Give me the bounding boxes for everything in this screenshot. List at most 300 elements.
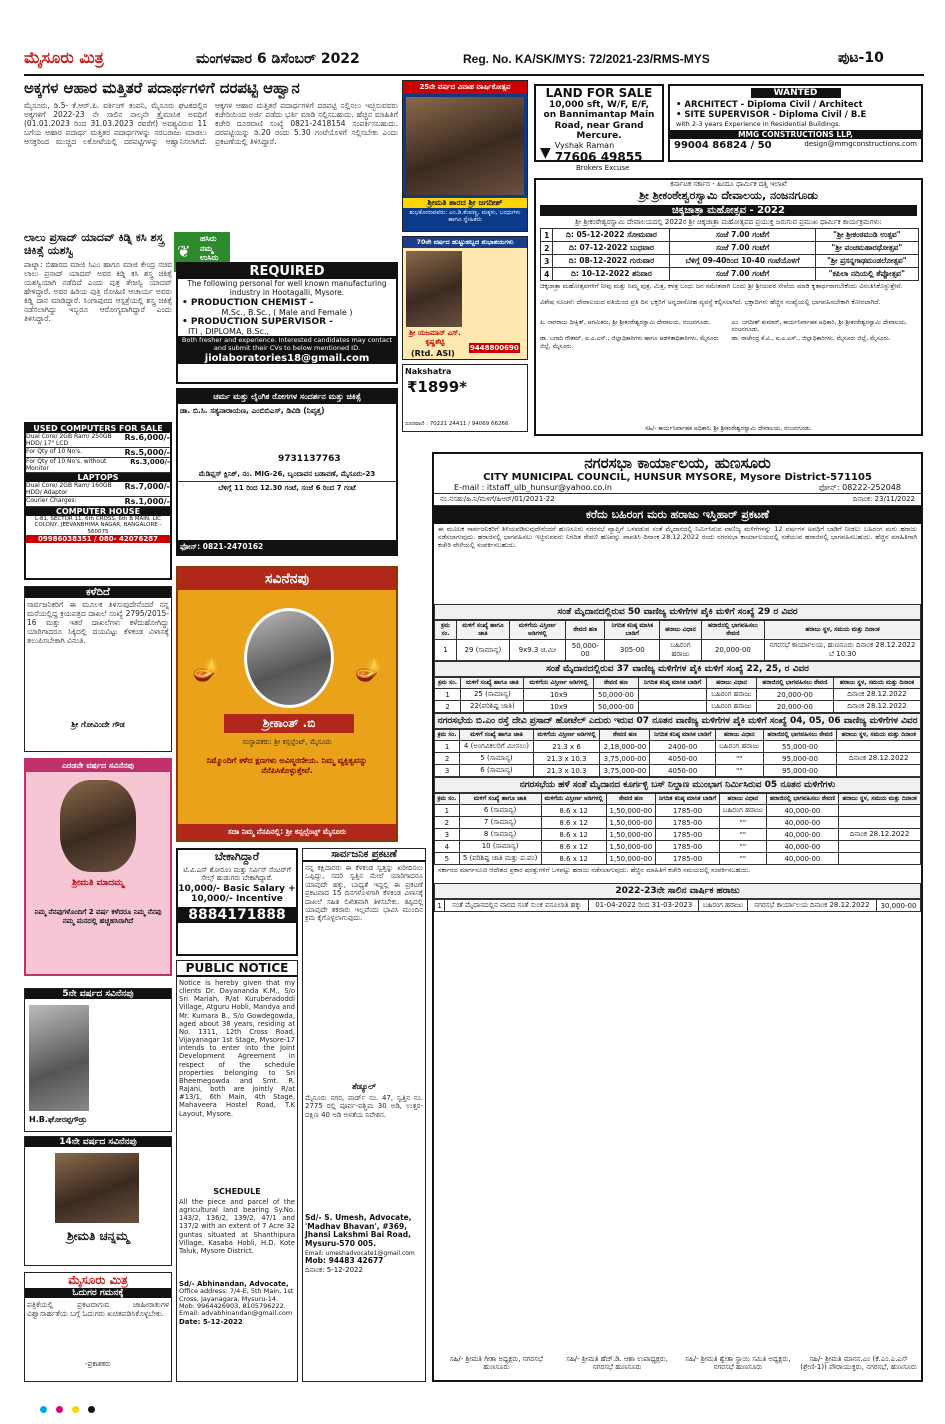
mitra-title: ಮೈಸೂರು ಮಿತ್ರ [68,1273,128,1287]
cmc-cell: 40,000-00 [766,853,838,865]
lost-body: ಸಾರ್ವಜನಿಕರಿಗೆ ಈ ಮೂಲಕ ತಿಳಿಸುವುದೇನೆಂದರೆ ನನ್ನ ಮನೆಯಲ್ಲಿದ್ದ ಕ್ರಯಪತ್ರದ ದಾಖಲೆ ಸಂಖ್ಯೆ 2795/2015-16 ಮತ್ತು ಇತರೆ ದಾಖಲೆಗಳು ಕಳೆದುಹೋಗಿದ್ದು ಯಾರಿಗಾದರೂ ಸಿಕ್ಕಿದಲ್ಲಿ ದಯವಿಟ್ಟು ಕೆಳಕಂಡ ವಿಳಾಸಕ್ಕೆ ತಲುಪಿಸಬೇಕಾಗಿ ವಿನಂತಿ. [27,600,169,645]
birthday-rank: (Rtd. ASI) [411,349,455,358]
cmc-cell: 1,50,000-00 [606,853,655,865]
wanted-line2: • SITE SUPERVISOR - Diploma Civil / B.E [676,110,867,120]
registration-marks [40,1406,920,1414]
cmc-cell: 1 [435,805,460,817]
cmc-section3-table [434,729,921,777]
used-title: USED COMPUTERS FOR SALE [26,424,170,433]
issue-date: ಮಂಗಳವಾರ 6 ಡಿಸೆಂಬರ್ 2022 [196,51,360,67]
cmc-sign1: ಸಹಿ/- ಶ್ರೀಮತಿ ಗೀತಾ ಅಧ್ಯಕ್ಷರು, ನಗರಸಭೆ ಹುಣಸೂರು [449,1354,543,1372]
temple-cell-date: ದಿ: 10-12-2022 ಶನಿವಾರ [553,268,670,281]
public-notice-body: Notice is hereby given that my clients Dr. Dayananda K.M., S/o Sri Mariah, R/at Kuruberadoddi Village, Atguru Hobli, Mandya and Mr. Kumara B., S/o Gowdegowda, aged about 38 years, residing at No. 1311, 12th Cross Road, Vijayanagar 1st Stage, Mysore-17 intends to enter into the Joint Development Agreement in respect of the schedule properties belonging to Sri Bheemegowda and Smt. R. Rajani, both are jointly R/at #13/1, 6th Main, 4th Stage, Mahaveera Hostel Road, T.K Layout, Mysore. [179,979,295,1118]
cmc-header-cell: ಹರಾಜು ವಿಧಾನ [715,730,763,741]
cmc-sign4: ಸಹಿ/- ಶ್ರೀಮತಿ ಮಾನಸ.ಎಂ (ಕೆ.ಎಂ.ಎ.ಎಸ್ (ಶ್ರೇಣಿ-1)) ಪೌರಾಯುಕ್ತರು, ನಗರಸಭೆ, ಹುಣಸೂರು [800,1354,917,1372]
kn-notice-sign: Sd/- S. Umesh, Advocate, 'Madhav Bhavan', #369, Jhansi Lakshmi Bai Road, Mysuru-570 005. [305,1213,412,1248]
cmc-ref: ನಂ.ನಸಹು/ಹಿ.ನಿ/ಮಳಿಗೆ/ಹಿಆರ್/01/2021-22 [440,495,555,503]
notice-date: Date: 5-12-2022 [179,1317,243,1326]
cmc-cell: 1,50,000-00 [606,817,655,829]
cmc-cell: 2 [435,701,461,713]
clinic-phone2: ಫೋನ್: 0821-2470162 [178,540,396,554]
notice-office: Office address: 7/4-E, 5th Main, 1st Cross, Jayanagara, Mysuru-14. [179,1287,294,1303]
shop-name: COMPUTER HOUSE [26,507,170,516]
birthday-title: 70ನೇ ವರ್ಷದ ಹುಟ್ಟುಹಬ್ಬದ ಶುಭಾಶಯಗಳು [403,237,527,248]
cmc-cell: 3 [435,829,460,841]
cmc-header-cell: ಹರಾಜು ವಿಧಾನ [707,678,757,689]
tribute-footer: ಸದಾ ನಿಮ್ಮ ನೆನಪಿನಲ್ಲಿ: ಶ್ರೀ ಕನ್ಸಲ್ಟೆಂಟ್ಸ್ ಮೈಸೂರು [178,824,396,840]
mitra-body: ಪತ್ರಿಕೆಯಲ್ಲಿ ಪ್ರಕಟವಾಗುವ ಜಾಹೀರಾತುಗಳ ವಿಶ್ವಾಸಾರ್ಹತೆಯ ಬಗ್ಗೆ ಓದುಗರು ಖಚಿತಪಡಿಸಿಕೊಳ್ಳಬೇಕು. [27,1300,169,1318]
used-price1: Rs.6,000/- [124,433,170,442]
cmc-row [435,817,921,829]
temple-intro: ಶ್ರೀ ಶ್ರೀಕಂಠೇಶ್ವರಸ್ವಾಮಿ ದೇವಾಲಯದಲ್ಲಿ 2022ರ ಶ್ರೀ ಚಿಕ್ಕಜಾತ್ರಾ ಮಹೋತ್ಸವದ ಪ್ರಯುಕ್ತ ಜರುಗುವ ಪ್ರಮುಖ ಧಾರ್ಮಿಕ ಕಾರ್ಯಕ್ರಮಗಳು: [575,218,882,226]
cmc-cell: 1785-00 [655,853,719,865]
masthead [0,0,945,76]
lamp-icon-right: 🪔 [354,658,382,683]
cmc-cell: ಬಹಿರಂಗ ಹರಾಜು [715,741,763,753]
temple-row [541,255,919,268]
birthday-phone: 9448800690 [470,344,519,352]
couple-names: ಶ್ರೀಮತಿ ಶಾರದ ಶ್ರೀ ಜಗದೀಶ್ [403,198,527,208]
cmc-section1-table [434,620,921,661]
kn-notice-title: ಸಾರ್ವಜನಿಕ ಪ್ರಕಟಣೆ [303,849,425,862]
cmc-cell: "" [715,753,763,765]
clinic-address: ಮೆಡಿಪ್ಲಸ್ ಕ್ಲಿನಿಕ್, ನಂ. MIG-26, ಬೃಂದಾವನ ಬಡಾವಣೆ, ಮೈಸೂರು-23 [198,470,376,478]
wanted-line3: with 2-3 years Experience in Residential Buildings. [676,120,841,128]
cmc-cell: 40,000-00 [766,805,838,817]
jobs-salary: 10,000/- Basic Salary + 10,000/- Incentive [178,884,296,905]
cmc-cell: 3,75,000-00 [600,753,650,765]
temple-ad [534,178,923,436]
temple-event: ಚಿಕ್ಕಜಾತ್ರಾ ಮಹೋತ್ಸವ - 2022 [540,205,917,216]
memorial1-title: ಎರಡನೇ ವರ್ಷದ ಸವಿನೆನಪು [26,760,170,772]
cmc-cell: 1 [435,689,461,701]
slogan-line2: ನಮ್ಮ [200,243,214,253]
cmc-cell: 29 (ಸಾಮಾನ್ಯ) [457,640,510,661]
cmc-cell: 40,000-00 [766,841,838,853]
wanted-company: MMG CONSTRUCTIONS LLP, [670,130,921,139]
v-logo-icon: ▼ [540,144,551,161]
memorial1-message: ನಿಮ್ಮ ನೆನಪುಗಳೊಂದಿಗೆ 2 ವರ್ಷ ಕಳೆದರೂ ನಿಮ್ಮ ನೆನಪು ನಮ್ಮ ಮನದಲ್ಲಿ ಹಚ್ಚಹಸಿರಾಗಿದೆ [34,908,162,925]
cmc-header-cell: ಠೇವಣಿ ಹಣ [606,794,655,805]
cmc-row [435,689,921,701]
cmc-phone: ಫೋನ್: 08222-252048 [818,483,901,492]
cmc-row [435,829,921,841]
cmc-header-cell: ಹರಾಜು ವಿಧಾನ [660,621,702,640]
cmc-cell: 4 (ಅಂಗವಿಕಲರಿಗೆ ಮೀಸಲು) [460,741,534,753]
cmc-header-cell: ಠೇವಣಿ ಹಣ [566,621,605,640]
used-item5: Courier Charges: [26,497,77,504]
cmc-section5-table [434,899,921,912]
magenta-dot-icon [56,1406,63,1413]
cmc-cell [638,701,706,713]
cmc-header-cell: ಮಳಿಗೆ ಸಂಖ್ಯೆ ಹಾಗೂ ಜಾತಿ [457,621,510,640]
cmc-header-cell: ಮಳಿಗೆ ಸಂಖ್ಯೆ ಹಾಗೂ ಜಾತಿ [459,794,541,805]
temple-sign4: ಡಾ. ರಾಜೇಂದ್ರ ಕೆ.ವಿ., ಐ.ಎ.ಎಸ್., ಜಿಲ್ಲಾಧಿಕಾರಿಗಳು, ಮೈಸೂರು ಜಿಲ್ಲೆ, ಮೈಸೂರು. [731,335,891,343]
cmc-cell: ಬಹಿರಂಗ ಹರಾಜು [699,900,748,912]
mitra-subtitle: ಓದುಗರ ಗಮನಕ್ಕೆ [25,1288,171,1298]
used-computers-ad [24,422,172,580]
cmc-row [435,741,921,753]
cmc-cell: 1,50,000-00 [606,829,655,841]
cmc-header-cell: ಠೇವಣಿ ಹಣ [593,678,638,689]
wanted-ad [668,84,923,162]
wanted-title: WANTED [751,88,841,98]
public-notice [176,960,298,1382]
wanted-email: design@mmgconstructions.com [804,140,917,148]
cmc-cell: 8 (ಸಾಮಾನ್ಯ) [459,829,541,841]
kn-schedule-body: ಮೈಸೂರು ನಗರ, ವಾರ್ಡ್ ನಂ. 47, ಸ್ವತ್ತಿನ ನಂ. 2775 ರಲ್ಲಿ ಪೂರ್ವ-ಪಶ್ಚಿಮ 30 ಅಡಿ, ಉತ್ತರ-ದಕ್ಷಿಣ 40 ಅಡಿ ಅಳತೆಯ ನಿವೇಶನ. [305,1094,423,1119]
tribute-sub: ಸಂಸ್ಥಾಪಕರು: ಶ್ರೀ ಕನ್ಸಲ್ಟೆಂಟ್, ಮೈಸೂರು [242,738,332,746]
clinic-body [178,418,396,454]
required-position2: • PRODUCTION SUPERVISOR - [182,317,333,328]
cmc-header-cell: ನಿಗದಿತ ಕನಿಷ್ಠ ಮಾಸಿಕ ಬಾಡಿಗೆ [638,678,706,689]
required-ad [176,262,398,384]
temple-cell-time: ಬೆಳಿಗ್ಗೆ 09-40ರಿಂದ 10-40 ಗಂಟೆಯೊಳಗೆ [670,255,815,268]
lalu-body: ಪಾಟ್ನಾ: ಬಿಹಾರದ ಮಾಜಿ ಸಿಎಂ ಹಾಗೂ ಮಾಜಿ ಕೇಂದ್ರ ಸಚಿವ ಲಾಲು ಪ್ರಸಾದ್ ಯಾದವ್ ಅವರ ಕಿಡ್ನಿ ಕಸಿ ಶಸ್ತ್ರ ಚಿಕಿತ್ಸೆ ಯಶಸ್ವಿಯಾಗಿ ನಡೆದಿದೆ ಎಂದು ಪುತ್ರ ತೇಜಸ್ವಿ ಯಾದವ್ ಹೇಳಿದ್ದಾರೆ. ಅವರ ಹಿರಿಯ ಪುತ್ರಿ ರೋಹಿಣಿ ಆಚಾರ್ಯ ಅವರು ಕಿಡ್ನಿ ದಾನ ಮಾಡಿದ್ದಾರೆ. ಸಿಂಗಾಪುರದ ಆಸ್ಪತ್ರೆಯಲ್ಲಿ ಶಸ್ತ್ರ ಚಿಕಿತ್ಸೆ ನಡೆಸಲಾಗಿದ್ದು ಇಬ್ಬರೂ ಆರೋಗ್ಯವಾಗಿದ್ದಾರೆ ಎಂದು ತಿಳಿಸಿದ್ದಾರೆ. [24,260,172,324]
cmc-cell: 2 [435,817,460,829]
cmc-cell [839,841,921,853]
cmc-header-cell: ಕ್ರಮ ಸಂ. [435,621,457,640]
cmc-header-cell: ಹರಾಜು ವಿಧಾನ [720,794,767,805]
temple-cell-n: 2 [541,242,553,255]
required-title: REQUIRED [178,264,396,279]
cmc-cell: 50,000-00 [593,701,638,713]
cmc-cell: "" [720,829,767,841]
cmc-cell: "" [720,853,767,865]
cmc-cell: ನಗರಸಭೆ ಕಾರ್ಯಾಲಯ, ಹುಣಸೂರು ದಿನಾಂಕ 28.12.2022 ಬೆ 10.30 [765,640,921,661]
cmc-cell: 10x9 [524,689,593,701]
temple-cell-event: "ಶ್ರೀ ಪಂಚಮಹಾರಥೋತ್ಸವ" [815,242,918,255]
anniversary-footer: ಶುಭಕೋರುವವರು: ಎಂ.ಡಿ.ಕೆಂಪಣ್ಣ, ಮಕ್ಕಳು, ಬಂಧುಗಳು ಹಾಗೂ ಸ್ನೇಹಿತರು [409,209,521,223]
jobs-title: ಬೇಕಾಗಿದ್ದಾರೆ [214,850,260,863]
jobs-body: ಟಿ.ವಿ.ಎಸ್ ಶೋರೂಂ ಮತ್ತು ಸರ್ವಿಸ್ ಸೆಂಟರ್‌ಗೆ ಸೇಲ್ಸ್ ಹುಡುಗರು ಬೇಕಾಗಿದ್ದಾರೆ. [183,866,291,883]
cmc-cell: ಬಹಿರಂಗ ಹರಾಜು [720,805,767,817]
cmc-cell: 20,000-00 [756,701,833,713]
temple-cell-event: "ಕಪಿಲಾ ನದಿಯಲ್ಲಿ ತೆಪ್ಪೋತ್ಸವ" [815,268,918,281]
lost-notice [24,586,172,752]
cmc-cell: 8.6 x 12 [541,829,606,841]
schedule-title: SCHEDULE [213,1187,261,1196]
shop-phone: 09986038351 / 080- 42076287 [26,535,170,543]
tribute-ad [176,566,398,842]
kn-schedule-title: ಶೆಡ್ಯೂಲ್ [352,1082,376,1091]
cmc-row [435,640,921,661]
mitra-notice [24,1272,172,1382]
cmc-header-cell: ಹರಾಜು ಸ್ಥಳ, ಸಮಯ ಮತ್ತು ದಿನಾಂಕ [839,794,921,805]
memorial2-photo [29,1005,89,1111]
cmc-header-cell: ನಿಗದಿತ ಕನಿಷ್ಠ ಮಾಸಿಕ ಬಾಡಿಗೆ [655,794,719,805]
cmc-cell: 1,50,000-00 [606,805,655,817]
lead-article [24,80,398,226]
cmc-cell: ಬಹಿರಂಗ ಹರಾಜು [707,689,757,701]
cmc-cell: 40,000-00 [766,829,838,841]
cmc-cell: 95,000-00 [763,765,837,777]
nakshatra-phone: ದೂರವಾಣಿ : 70221 24411 / 94069 66266 [405,421,509,427]
memorial-ad-2 [24,988,172,1132]
jobs-phone[interactable]: 8884171888 [178,907,296,923]
notice-email: Email: advabhinandan@gmail.com [179,1309,293,1318]
cmc-cell: "" [715,765,763,777]
temple-cell-date: ದಿ: 05-12-2022 ಸೋಮವಾರ [553,229,670,242]
cmc-header-cell: ಮಳಿಗೆಯ ವಿಸ್ತೀರ್ಣ ಅಡಿಗಳಲ್ಲಿ [509,621,565,640]
cmc-section5-title: 2022-23ನೇ ಸಾಲಿನ ವಾರ್ಷಿಕ ಹರಾಜು [434,883,921,899]
cmc-header-cell: ಮಳಿಗೆ ಸಂಖ್ಯೆ ಹಾಗೂ ಜಾತಿ [460,730,534,741]
cmc-cell: 7 (ಸಾಮಾನ್ಯ) [459,817,541,829]
cmc-header-cell: ನಿಗದಿತ ಕನಿಷ್ಠ ಮಾಸಿಕ ಬಾಡಿಗೆ [605,621,660,640]
header-rule [24,74,924,76]
birthday-wishes [465,253,525,325]
registration-number: Reg. No. KA/SK/MYS: 72/2021-23/RMS-MYS [463,52,710,66]
used-item1: Dual Core/ 2GB Ram/ 250GB HDD/ 17" LCD [26,433,112,447]
birthday-name: ಶ್ರೀ ಯಜಮಾನ್ ಎಸ್. ಕೃಷ್ಣಶೆಟ್ಟಿ [409,329,461,346]
cmc-section1-title: ಸಂತೆ ಮೈದಾನದಲ್ಲಿರುವ 50 ವಾಣಿಜ್ಯ ಮಳಿಗೆಗಳ ಪೈಕಿ ಮಳಿಗೆ ಸಂಖ್ಯೆ 29 ರ ವಿವರ [434,604,921,620]
cmc-cell: 25 (ಸಾಮಾನ್ಯ) [461,689,524,701]
temple-cell-time: ಸಂಜೆ 7.00 ಗಂಟೆಗೆ [670,242,815,255]
cmc-row [435,765,921,777]
memorial3-title: 14ನೇ ವರ್ಷದ ಸವಿನೆನಪು [25,1137,171,1147]
tribute-photo [244,608,334,708]
temple-dept: ಕರ್ನಾಟಕ ಸರ್ಕಾರ - ಹಿಂದೂ ಧಾರ್ಮಿಕ ದತ್ತಿ ಇಲಾಖೆ [670,180,787,188]
cmc-cell [839,817,921,829]
nakshatra-brand: Nakshatra [405,367,452,376]
cmc-cell: 2 [435,753,460,765]
cmc-cell: 1 [435,741,460,753]
land-footer: Brokers Excuse [576,164,630,173]
couple-photo [406,97,524,195]
used-item4: Dual Core/ 2GB Ram/ 160GB HDD/ Adaptor [26,482,112,496]
land-line2: on Bannimantap Main [543,110,655,121]
cmc-cell: 5 (ಪರಿಶಿಷ್ಟ ಜಾತಿ ಮತ್ತು ಪ.ಪಂ) [459,853,541,865]
cmc-header-cell: ಹರಾಜಿನಲ್ಲಿ ಭಾಗವಹಿಸಲು ಠೇವಣಿ [756,678,833,689]
cmc-cell: 8.6 x 12 [541,805,606,817]
cmc-cell: 3 [435,765,460,777]
notice-sign: Sd/- Abhinandan, Advocate, [179,1280,289,1288]
lamp-icon-left: 🪔 [192,658,220,683]
temple-sign1: ಪಿ. ನಾಗರಾಜು ದೀಕ್ಷಿತ್, ಆಗಮಿಕರು, ಶ್ರೀ ಶ್ರೀಕಂಠೇಶ್ವರಸ್ವಾಮಿ ದೇವಾಲಯ, ನಂಜನಗೂಡು. [540,319,711,327]
temple-cell-time: ಸಂಜೆ 7.00 ಗಂಟೆಗೆ [670,268,815,281]
cmc-header-cell: ಮಳಿಗೆಯ ವಿಸ್ತೀರ್ಣ ಅಡಿಗಳಲ್ಲಿ [541,794,606,805]
cmc-cell: ನಗರಸಭೆ ಕಾರ್ಯಾಲಯ ದಿನಾಂಕ 28.12.2022 [747,900,876,912]
memorial-ad-1 [24,758,172,976]
cmc-cell: 20,000-00 [756,689,833,701]
cmc-cell: 20,000-00 [701,640,764,661]
cmc-row [435,753,921,765]
cmc-cell: 6 (ಸಾಮಾನ್ಯ) [460,765,534,777]
cmc-cell: 8.6 x 12 [541,853,606,865]
clinic-time: ಬೆಳಿಗ್ಗೆ 11 ರಿಂದ 12.30 ಗಂಟೆ, ಸಂಜೆ 6 ರಿಂದ 7 ಗಂಟೆ [178,481,396,495]
cmc-sign2: ಸಹಿ/- ಶ್ರೀಮತಿ ಹೆಚ್.ಡಿ. ಆಶಾ ಉಪಾಧ್ಯಕ್ಷರು, ನಗರಸಭೆ ಹುಣಸೂರು [566,1354,668,1372]
cmc-header-cell: ನಿಗದಿತ ಕನಿಷ್ಠ ಮಾಸಿಕ ಬಾಡಿಗೆ [650,730,715,741]
cmc-header-cell: ಹರಾಜಿನಲ್ಲಿ ಭಾಗವಹಿಸಲು ಠೇವಣಿ [763,730,837,741]
cmc-cell: 1 [435,640,457,661]
cmc-auction-notice [432,452,923,1382]
temple-row [541,229,919,242]
cmc-header-cell: ಮಳಿಗೆಯ ವಿಸ್ತೀರ್ಣ ಅಡಿಗಳಲ್ಲಿ [524,678,593,689]
tribute-title: ಸವಿನೆನಪು [178,568,396,590]
temple-cell-n: 1 [541,229,553,242]
cmc-header-cell: ಹರಾಜಿನಲ್ಲಿ ಭಾಗವಹಿಸಲು ಠೇವಣಿ [701,621,764,640]
leaf-icon: ❦ [177,242,191,261]
cmc-email: E-mail : itstaff_ulb_hunsur@yahoo.co.in [454,483,612,492]
cmc-cell: ಬಹಿರಂಗ ಹರಾಜು [660,640,702,661]
clinic-ad [176,388,398,556]
cmc-cell: 2400-00 [650,741,715,753]
cmc-cell: "" [720,841,767,853]
used-item2: For Qty of 10 No's. [26,448,82,455]
clinic-title: ಚರ್ಮ ಮತ್ತು ಲೈಂಗಿಕ ರೋಗಗಳ ಸಂದರ್ಶನ ಮತ್ತು ಚಿಕಿತ್ಸೆ [178,390,396,404]
cmc-sign3: ಸಹಿ/- ಶ್ರೀಮತಿ ಶ್ವೇತಾ ಸ್ಥಾಯಿ ಸಮಿತಿ ಅಧ್ಯಕ್ಷರು, ನಗರಸಭೆ ಹುಣಸೂರು [685,1354,791,1372]
cmc-cell: 5 (ಸಾಮಾನ್ಯ) [460,753,534,765]
cmc-header-cell: ಕ್ರಮ ಸಂ. [435,678,461,689]
shop-address: L-81, SECTOR 11, 6th CROSS, 6th B MAIN, LIC COLONY, JEEVANBHIMA NAGAR, BANGALORE - 560075 [34,516,162,535]
memorial1-name: ಶ್ರೀಮತಿ ಮಾದಮ್ಮ [72,878,124,888]
cmc-cell: 55,000-00 [763,741,837,753]
used-price2: Rs.5,000/- [124,448,170,457]
slogan-line1: ಹಸಿರು [200,234,217,243]
cmc-cell: 8.6 x 12 [541,841,606,853]
lead-body: ಮೈಸೂರು, ಡಿ.5- ಕೆ.ಆರ್.ಪಿ. ವರ್ಕಿಂಗ್ ಕಂಪನಿ, ಮೈಸೂರು ಘಟಕದಲ್ಲಿನ ಅಕ್ಕಗಳಿಗೆ 2022-23 ನೇ ಸಾಲಿನ ನಾಲ್ಕನೇ ತ್ರೈಮಾಸಿಕ ಅವಧಿಗೆ (01.01.2023 ರಿಂದ 31.03.2023 ರವರೆಗೆ) ಅವಶ್ಯವಿರುವ 11 ಬಗೆಯ ಆಹಾರ ಪದಾರ್ಥ ಮತ್ತಿತರ ಪದಾರ್ಥಗಳನ್ನು ಸರಬರಾಜು ಮಾಡಲು ಆಸಕ್ತರಿಂದ ಮುಚ್ಚಿದ ಲಕೋಟೆಯಲ್ಲಿ ದರಪಟ್ಟಿಗಳನ್ನು ಆಹ್ವಾನಿಸಲಾಗಿದೆ. ಆಕ್ಕಗಳ ಆಹಾರ ಮತ್ತಿತರೆ ಪದಾರ್ಥಗಳಿಗೆ ದರಪಟ್ಟಿ ಸಲ್ಲಿಸಲು ಇಚ್ಛಿಸುವವರು ಕಚೇರಿಯಿಂದ ಅರ್ಜಿ ಪಡೆದು ಭರ್ತಿ ಮಾಡಿ ಸಲ್ಲಿಸಬಹುದು. ಹೆಚ್ಚಿನ ಮಾಹಿತಿಗೆ ಕಚೇರಿ ದೂರವಾಣಿ ಸಂಖ್ಯೆ 0821-2418154 ಸಂಪರ್ಕಿಸಬಹುದು. ದರಪಟ್ಟಿಯನ್ನು ಡಿ.20 ರಂದು 5.30 ಗಂಟೆಯೊಳಗೆ ಸಲ್ಲಿಸಬೇಕು ಎಂದು ಪ್ರಕಟಣೆಯಲ್ಲಿ ತಿಳಿಸಿದ್ದಾರೆ. [24,100,398,146]
anniversary-ad [402,80,528,232]
cmc-cell: ದಿನಾಂಕ 28.12.2022 [837,753,921,765]
cmc-header-cell: ಹರಾಜಿನಲ್ಲಿ ಭಾಗವಹಿಸಲು ಠೇವಣಿ [766,794,838,805]
cmc-cell: 1,50,000-00 [606,841,655,853]
cmc-row [435,900,921,912]
cmc-cell: 1785-00 [655,817,719,829]
temple-cell-date: ದಿ: 08-12-2022 ಗುರುವಾರ [553,255,670,268]
cmc-cell: 50,000-00 [566,640,605,661]
required-intro: The following personal for well known manufacturing industry in Hootagalli, Mysore. [187,279,387,297]
kn-notice-date: ದಿನಾಂಕ: 5-12-2022 [305,1266,363,1275]
tribute-message: ನಿಮ್ಮೊಂದಿಗೆ ಕಳೆದ ಕ್ಷಣಗಳು ಅವಿಸ್ಮರಣೀಯ. ನಿಮ್ಮ ವ್ಯಕ್ತಿತ್ವವನ್ನು ನೆನೆಪಿಸಿಕೊಳ್ಳುತ್ತೇವೆ. [206,756,368,776]
kn-notice-body: ನನ್ನ ಕಕ್ಷಿದಾರರು ಈ ಕೆಳಕಂಡ ಸ್ವತ್ತನ್ನು ಖರೀದಿಸಲು ಒಪ್ಪಿದ್ದು, ಸದರಿ ಸ್ವತ್ತಿನ ಮೇಲೆ ಯಾರಿಗಾದರೂ ಯಾವುದೇ ಹಕ್ಕು, ಬಾಧ್ಯತೆ ಇದ್ದಲ್ಲಿ ಈ ಪ್ರಕಟಣೆ ಪ್ರಕಟವಾದ 15 ದಿನಗಳೊಳಗಾಗಿ ಕೆಳಕಂಡ ವಿಳಾಸಕ್ಕೆ ದಾಖಲೆ ಸಹಿತ ಲಿಖಿತವಾಗಿ ತಿಳಿಸಬೇಕು. ತಪ್ಪಿದಲ್ಲಿ ಯಾವುದೇ ತಕರಾರು ಇಲ್ಲವೆಂದು ಭಾವಿಸಿ ಮುಂದಿನ ಕ್ರಮ ಕೈಗೊಳ್ಳಲಾಗುವುದು. [305,864,423,923]
lalu-headline: ಲಾಲು ಪ್ರಸಾದ್ ಯಾದವ್ ಕಿಡ್ನಿ ಕಸಿ ಶಸ್ತ್ರ ಚಿಕಿತ್ಸೆ ಯಶಸ್ವಿ [24,231,164,257]
cmc-cell [839,805,921,817]
tribute-name: ಶ್ರೀಕಾಂತ್ .ಬಿ [224,714,354,733]
cmc-cell: "" [720,817,767,829]
cmc-row [435,841,921,853]
nakshatra-price: ₹1899* [407,378,468,396]
cmc-cell: 22(ಪರಿಶಿಷ್ಟ ಜಾತಿ) [461,701,524,713]
cmc-cell: 6 (ಸಾಮಾನ್ಯ) [459,805,541,817]
cmc-cell: 21.3 x 10.3 [533,753,600,765]
kn-notice-email: Email: umeshadvocate1@gmail.com [305,1249,415,1257]
cmc-cell: ಬಹಿರಂಗ ಹರಾಜು [707,701,757,713]
laptops-title: LAPTOPS [26,473,170,482]
memorial1-photo [60,780,136,872]
cmc-cell [837,765,921,777]
clinic-phone: 9731137763 [278,454,341,464]
cmc-cell [839,853,921,865]
temple-row [541,242,919,255]
cmc-cell: 9x9.3 ಚ.ಮೀ [509,640,565,661]
lost-sign: ಶ್ರೀ ಗೋವಿಂದೇ ಗೌಡ [71,720,125,729]
cmc-header-cell: ಕ್ರಮ ಸಂ. [435,794,460,805]
cmc-cell: 4050-00 [650,765,715,777]
cmc-cell: 50,000-00 [593,689,638,701]
cmc-cell: 2,18,000-00 [600,741,650,753]
cmc-cell: ದಿನಾಂಕ 28.12.2022 [833,701,920,713]
birthday-ad [402,236,528,360]
cmc-date: ದಿನಾಂಕ: 23/11/2022 [852,495,915,503]
memorial3-name: ಶ್ರೀಮತಿ ಚನ್ನಮ್ಮ [66,1229,130,1243]
cmc-cell: 01-04-2022 ರಿಂದ 31-03-2023 [589,900,699,912]
kannada-public-notice [302,848,426,1382]
required-footer: Both fresher and experience. Interested candidates may contact and submit their CVs to below mentioned ID. [178,336,396,353]
jobs-ad [176,848,298,956]
cmc-cell [837,741,921,753]
nakshatra-ad [402,364,528,432]
black-dot-icon [88,1406,95,1413]
required-email[interactable]: jiolaboratories18@gmail.com [178,353,396,364]
cmc-cell: 40,000-00 [766,817,838,829]
required-qual2: ITI , DIPLOMA, B.Sc., [188,327,270,337]
public-notice-title: PUBLIC NOTICE [177,961,297,977]
cmc-cell: 4050-00 [650,753,715,765]
cmc-header-cell: ಠೇವಣಿ ಹಣ [600,730,650,741]
schedule-body: All the piece and parcel of the agricultural land bearing Sy.No. 143/2, 136/2, 139/2, 47/1 and 137/2 with an extent of 7 Acre 32 guntas situated at Shanthipura Village, Kasaba Hobli, H.D. Kote Taluk, Mysore District. [179,1198,295,1255]
cmc-cell: 1785-00 [655,805,719,817]
lost-title: ಕಳೆದಿದೆ [25,587,171,598]
land-contact: Vyshak Raman [554,141,615,151]
cmc-header-cell: ಹರಾಜು ಸ್ಥಳ, ಸಮಯ ಮತ್ತು ದಿನಾಂಕ [765,621,921,640]
required-qual1: M.Sc., B.Sc., ( Male and Female ) [221,308,353,318]
cmc-header-cell: ಹರಾಜು ಸ್ಥಳ, ಸಮಯ ಮತ್ತು ದಿನಾಂಕ [833,678,920,689]
cmc-kn-title: ನಗರಸಭಾ ಕಾರ್ಯಾಲಯ, ಹುಣಸೂರು [584,454,771,472]
cmc-cell: 10x9 [524,701,593,713]
temple-sign3: ಎಂ. ಜಗದೀಶ್ ಕುಮಾರ್, ಕಾರ್ಯನಿರ್ವಾಹಕ ಅಧಿಕಾರಿ, ಶ್ರೀ ಶ್ರೀಕಂಠೇಶ್ವರಸ್ವಾಮಿ ದೇವಾಲಯ, ನಂಜನಗೂಡು. [731,319,907,334]
cmc-section3-title: ನಗರಸಭೆಯ ಬಿ.ಎಂ ರಸ್ತೆ ದೇವಿ ಪ್ರಸಾದ್ ಹೋಟೆಲ್ ಎದುರು ಇರುವ 07 ನೂತನ ವಾಣಿಜ್ಯ ಮಳಿಗೆಗಳ ಪೈಕಿ ಮಳಿಗೆ ಸಂಖ್ಯೆ 04, 05, 06 ವಾಣಿಜ್ಯ ಮಳಿಗೆಗಳ ವಿವರ [434,713,921,729]
temple-note: ಚಿಕ್ಕಜಾತ್ರಾ ಮಹೋತ್ಸವಗಳಿಗೆ ನೀವು ಮತ್ತು ನಿಮ್ಮ ಪುತ್ರ, ಮಿತ್ರ, ಕಳತ್ರ ಬಂಧು ಜನ ಸಮೇತರಾಗಿ ಬಂದು ಶ್ರೀ ಶ್ರೀಯವರ ಸೇವೆಯ ಮಾಡಿ ಕೃತಾರ್ಥರಾಗಬೇಕೆಂದು ವಿನಂತಿಸಿಕೊಳ್ಳುತ್ತೇವೆ. [540,283,903,291]
temple-cell-time: ಸಂಜೆ 7.00 ಗಂಟೆಗೆ [670,229,815,242]
temple-cell-n: 4 [541,268,553,281]
cmc-cell: ದಿನಾಂಕ 28.12.2022 [839,829,921,841]
cmc-header-cell: ಹರಾಜು ಸ್ಥಳ, ಸಮಯ ಮತ್ತು ದಿನಾಂಕ [837,730,921,741]
cmc-section4-table [434,793,921,865]
clinic-doctor: ಡಾ. ಬಿ.ಸಿ. ಸತ್ಯನಾರಾಯಣ, ಎಂಬಿಬಿಎಸ್, ಡಿವಿಡಿ (ನಿವೃತ್ತ) [180,406,325,415]
cmc-cell: 1785-00 [655,841,719,853]
cmc-cell: 10 (ಸಾಮಾನ್ಯ) [459,841,541,853]
notice-mobile: Mob: 9964426903, 8105796222. [179,1301,286,1310]
cmc-section2-table [434,677,921,713]
cmc-cell: 21.3 x 6 [533,741,600,753]
cmc-en-title: CITY MUNICIPAL COUNCIL, HUNSUR MYSORE, Mysore District-571105 [483,472,872,483]
yellow-dot-icon [72,1406,79,1413]
lalu-article [24,232,172,418]
cmc-header-cell: ಮಳಿಗೆಯ ವಿಸ್ತೀರ್ಣ ಅಡಿಗಳಲ್ಲಿ [533,730,600,741]
temple-cell-n: 3 [541,255,553,268]
cmc-section2-title: ಸಂತೆ ಮೈದಾನದಲ್ಲಿರುವ 37 ವಾಣಿಜ್ಯ ಮಳಿಗೆಗಳ ಪೈಕಿ ಮಳಿಗೆ ಸಂಖ್ಯೆ 22, 25, ರ ವಿವರ [434,661,921,677]
page-number: ಪುಟ-10 [838,50,884,66]
land-line1: 10,000 sft, W/F, E/F, [548,100,649,110]
slogan-line3: ಉಸಿರು [200,253,219,263]
temple-title: ಶ್ರೀ ಶ್ರೀಕಂಠೇಶ್ವರಸ್ವಾಮಿ ದೇವಾಲಯ, ನಂಜನಗೂಡು [639,189,818,202]
cmc-row [435,805,921,817]
cmc-note: ಸರ್ಕಾರದ ಮಾರ್ಗಸೂಚಿ ಆದೇಶದ ಪ್ರಕಾರ ಷರತ್ತುಗಳಿಗೆ ಒಳಪಟ್ಟು ಹರಾಜು ನಡೆಸಲಾಗುವುದು. ಹೆಚ್ಚಿನ ಮಾಹಿತಿಗೆ ಕಚೇರಿ ಸಮಯದಲ್ಲಿ ಸಂಪರ್ಕಿಸಬಹುದು. [438,866,751,874]
required-position1: • PRODUCTION CHEMIST - [182,298,314,309]
cmc-cell [638,689,706,701]
newspaper-logo: ಮೈಸೂರು ಮಿತ್ರ [24,48,104,67]
temple-sign2: ಡಾ. ಬಗಾದಿ ಗೌತಮ್, ಐ.ಎ.ಎಸ್., ಜಿಲ್ಲಾಧಿಕಾರಿಗಳು ಹಾಗೂ ಆಡಳಿತಾಧಿಕಾರಿಗಳು, ಮೈಸೂರು ಜಿಲ್ಲೆ, ಮೈಸೂರು. [540,335,719,350]
cmc-row [435,701,921,713]
temple-note2: ವಿಶೇಷ ಸೂಚನೆ: ದೇವಾಲಯದ ವತಿಯಿಂದ ಪ್ರತಿ ದಿನ ಭಕ್ತರಿಗೆ ಅನ್ನದಾಸೋಹ ವ್ಯವಸ್ಥೆ ಕಲ್ಪಿಸಲಾಗಿದೆ. ಭಕ್ತಾದಿಗಳು ಹೆಚ್ಚಿನ ಸಂಖ್ಯೆಯಲ್ಲಿ ಭಾಗವಹಿಸಬೇಕಾಗಿ ಕೋರಲಾಗಿದೆ. [540,299,881,307]
cmc-cell: 5 [435,853,460,865]
cmc-section4-title: ನಗರಸಭೆಯ ಹಳೆ ಸಂತೆ ಮೈದಾನದ ಕೂರ್ಗಳ್ಳಿ ಬಸ್ ನಿಲ್ದಾಣ ಮುಂಭಾಗ ನಿರ್ಮಿಸಿರುವ 05 ನೂತನ ಮಳಿಗೆಗಳು [434,777,921,793]
cmc-intro: ಈ ಮೂಲಕ ಸಾರ್ವಜನಿಕರಿಗೆ ತಿಳಿಯಪಡಿಸುವುದೇನೆಂದರೆ ಹುಣಸೂರು ನಗರಸಭೆ ವ್ಯಾಪ್ತಿಗೆ ಒಳಪಡುವ ಸಂತೆ ಮೈದಾನದಲ್ಲಿ ನಿರ್ಮಿಸಿರುವ ವಾಣಿಜ್ಯ ಮಳಿಗೆಗಳನ್ನು 12 ವರ್ಷಗಳ ಅವಧಿಗೆ ಬಾಡಿಗೆ ನೀಡಲು ಬಹಿರಂಗ ಮರು ಹರಾಜು ನಡೆಸಲಾಗುವುದು. ಹರಾಜಿನಲ್ಲಿ ಭಾಗವಹಿಸಲು ಇಚ್ಛಿಸುವವರು ನಿಗದಿತ ಠೇವಣಿ ಹಣವನ್ನು ಪಾವತಿಸಿ ದಿನಾಂಕ 28.12.2022 ರಂದು ನಗರಸಭಾ ಕಾರ್ಯಾಲಯದಲ್ಲಿ ನಡೆಯುವ ಹರಾಜಿನಲ್ಲಿ ಭಾಗವಹಿಸಬಹುದು. ಹೆಚ್ಚಿನ ಮಾಹಿತಿಗಾಗಿ ಕಚೇರಿ ವೇಳೆಯಲ್ಲಿ ಸಂಪರ್ಕಿಸಬಹುದು. [438,525,917,549]
memorial2-name: H.B.ಘೋರಪ್ಪಗೌಡ್ರು [29,1115,87,1124]
cmc-header-cell: ಮಳಿಗೆ ಸಂಖ್ಯೆ ಹಾಗೂ ಜಾತಿ [461,678,524,689]
mitra-sign: -ಪ್ರಕಾಶಕರು [85,1360,111,1368]
cyan-dot-icon [40,1406,47,1413]
